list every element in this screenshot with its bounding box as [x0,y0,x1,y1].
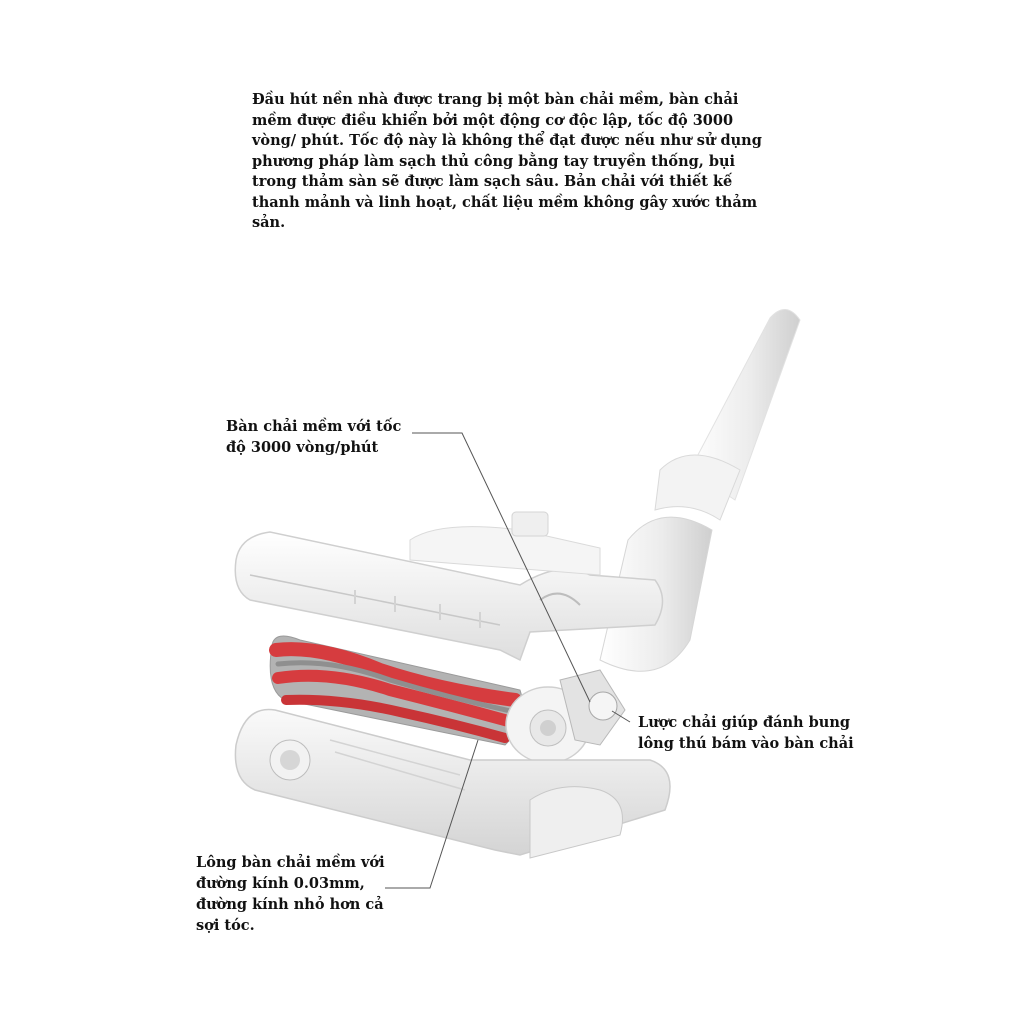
callout-line: đường kính 0.03mm, [196,875,365,892]
intro-paragraph [252,90,762,234]
intro-line: vòng/ phút. Tốc độ này là không thể đạt được nếu như sử dụng [252,132,762,149]
callout-line: Lông bàn chải mềm với [196,854,385,871]
callout-soft-brush-speed [226,416,401,458]
intro-line: sản. [252,214,286,231]
callout-comb-fur [638,712,854,754]
callout-bristle-diameter [196,852,385,936]
callout-line: độ 3000 vòng/phút [226,439,379,456]
callout-line: sợi tóc. [196,917,255,934]
callout-line: đường kính nhỏ hơn cả [196,896,384,913]
callout-line: Lược chải giúp đánh bung [638,714,851,731]
intro-line: trong thảm sàn sẽ được làm sạch sâu. Bản chải với thiết kế [252,173,733,190]
callout-line: Bàn chải mềm với tốc [226,418,402,435]
intro-line: Đầu hút nền nhà được trang bị một bàn chải mềm, bàn chải [252,91,739,108]
top-cover [235,512,662,660]
callout-line: lông thú bám vào bàn chải [638,735,854,752]
intro-line: mềm được điều khiển bởi một động cơ độc lập, tốc độ 3000 [252,111,734,129]
intro-line: phương pháp làm sạch thủ công bằng tay truyền thống, bụi [252,152,736,170]
intro-line: thanh mảnh và linh hoạt, chất liệu mềm không gây xước thảm [252,193,758,211]
comb-gear-housing [506,670,625,763]
